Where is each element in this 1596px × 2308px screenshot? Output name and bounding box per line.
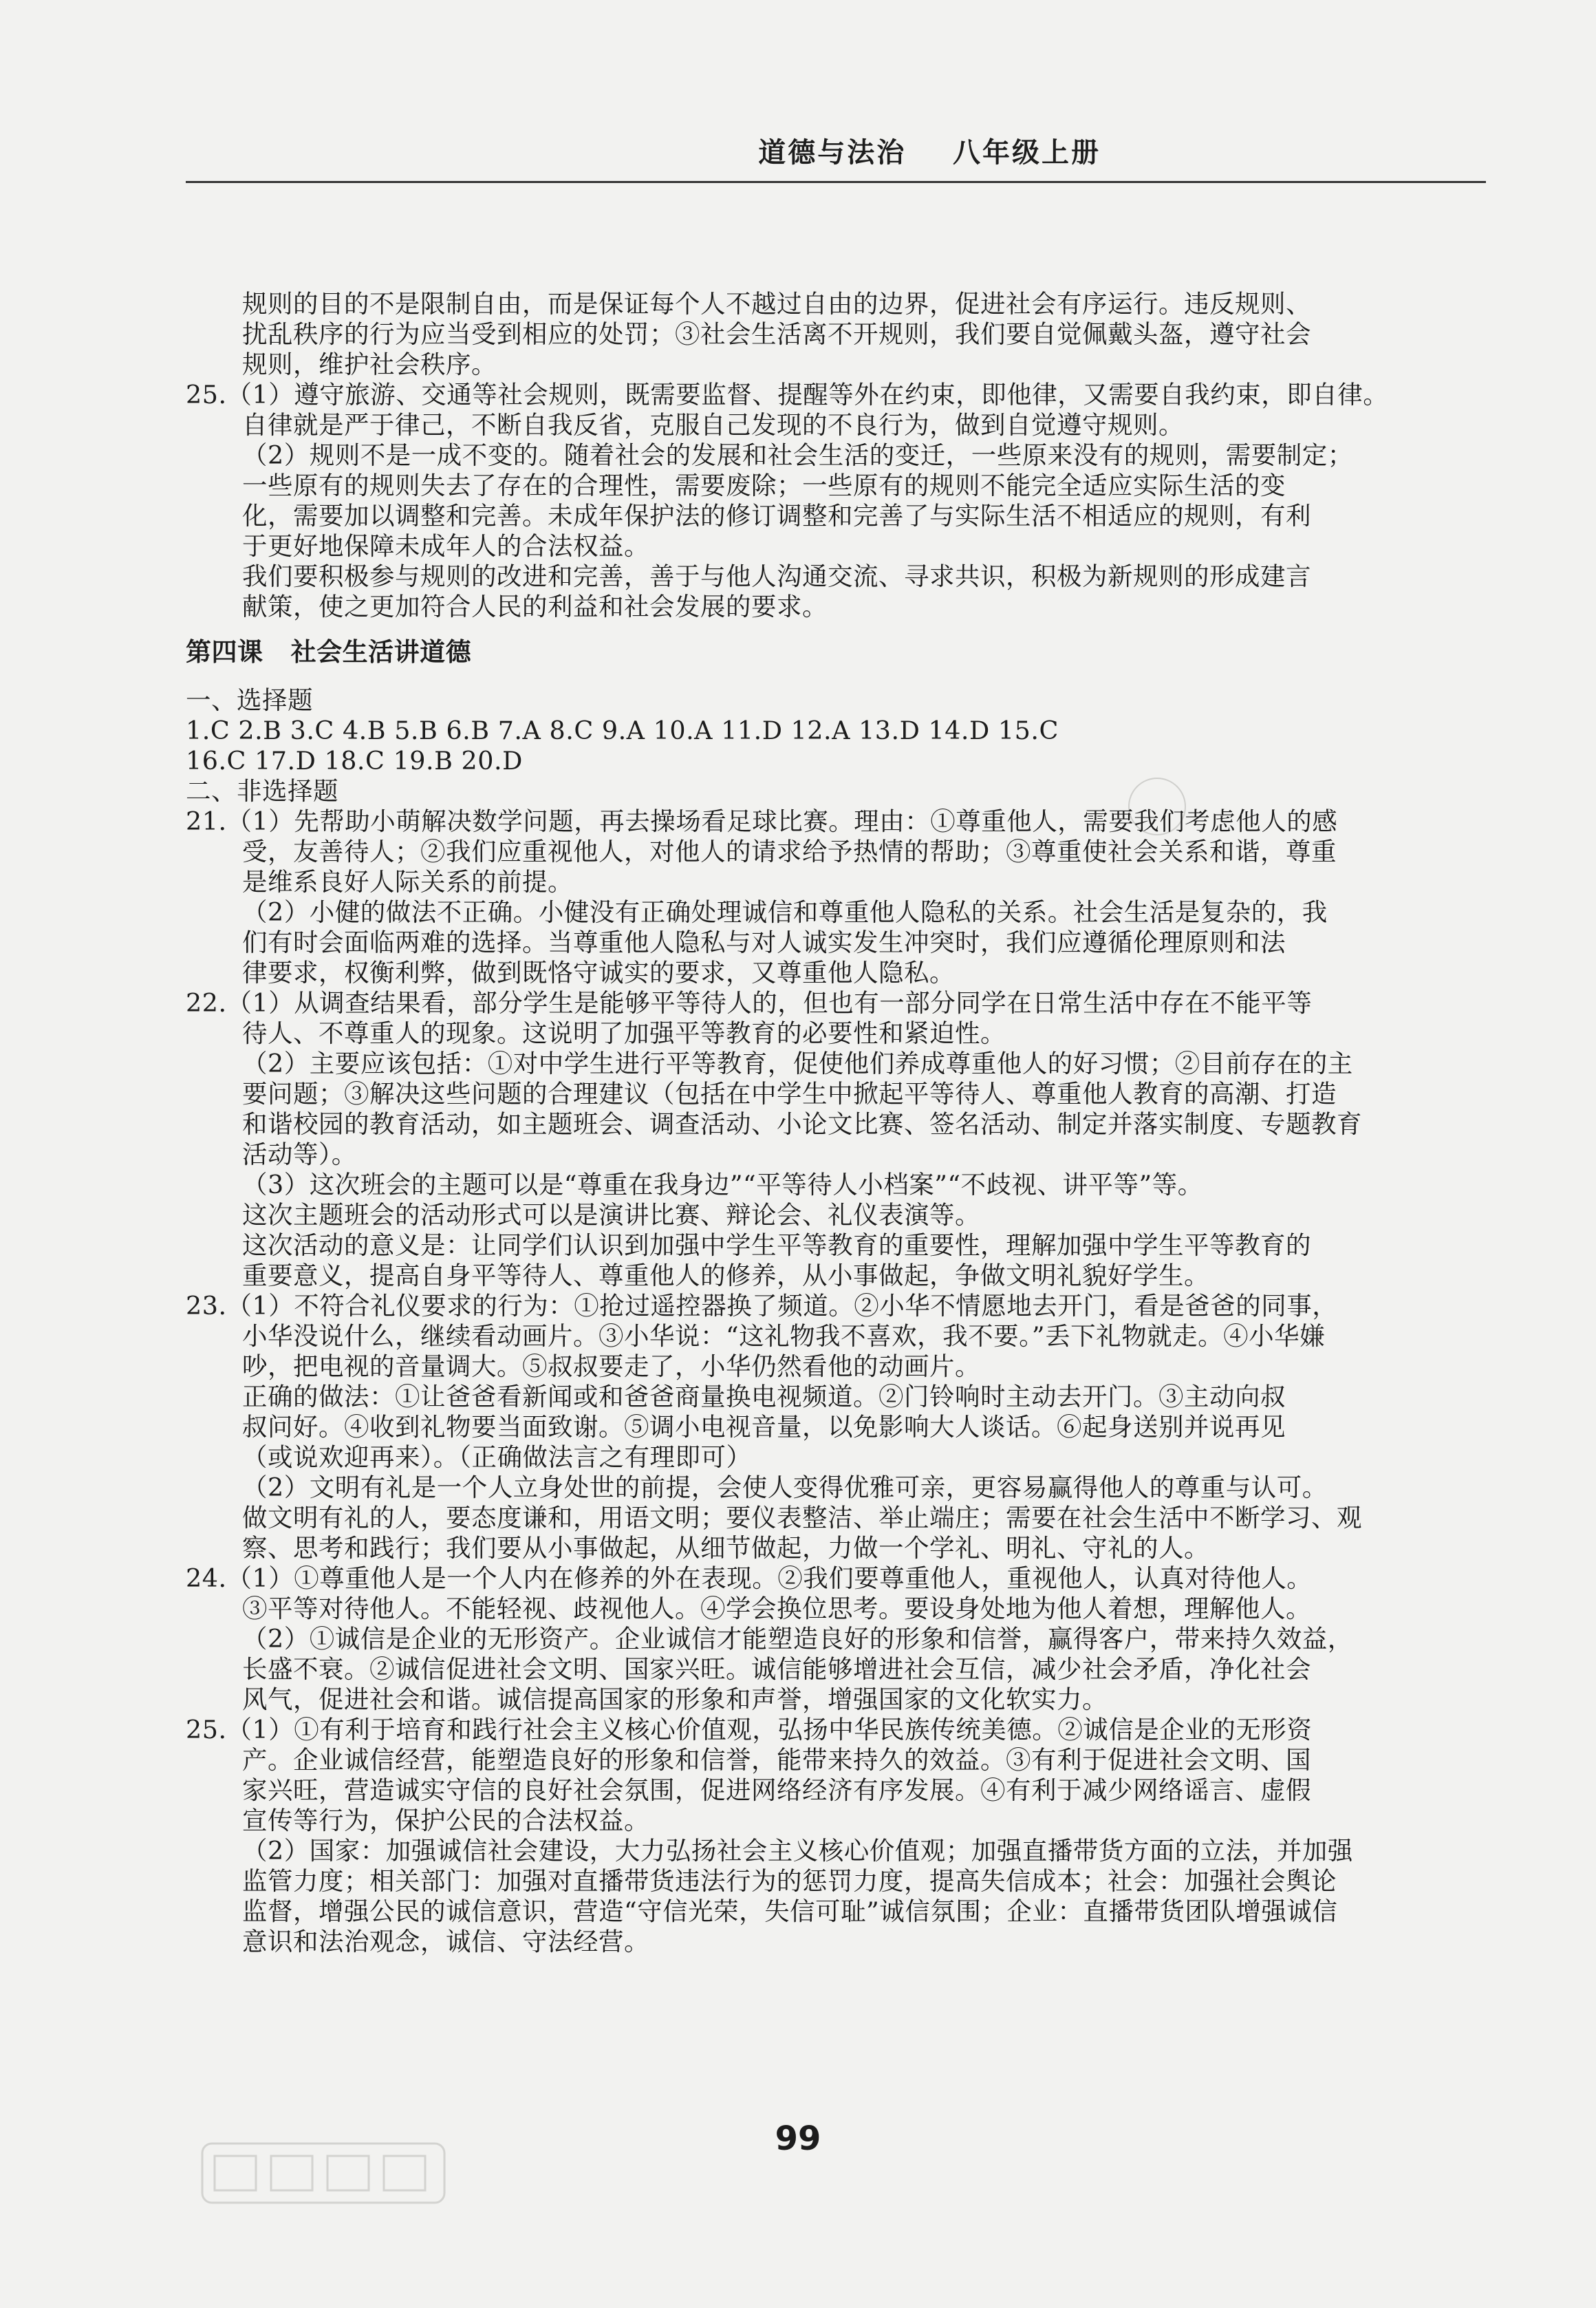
- text-line: 待人、不尊重人的现象。这说明了加强平等教育的必要性和紧迫性。: [242, 1018, 1006, 1048]
- page-number: 99: [775, 2119, 821, 2158]
- text-line: 一、选择题: [186, 685, 313, 715]
- text-line: 们有时会面临两难的选择。当尊重他人隐私与对人诚实发生冲突时，我们应遵循伦理原则和法: [242, 928, 1286, 957]
- text-line: ③平等对待他人。不能轻视、歧视他人。④学会换位思考。要设身处地为他人着想，理解他人。: [242, 1594, 1311, 1623]
- text-line: （2）小健的做法不正确。小健没有正确处理诚信和尊重他人隐私的关系。社会生活是复杂的，我: [242, 897, 1328, 927]
- text-line: 察、思考和践行；我们要从小事做起，从细节做起，力做一个学礼、明礼、守礼的人。: [242, 1533, 1209, 1563]
- text-line: 一些原有的规则失去了存在的合理性，需要废除；一些原有的规则不能完全适应实际生活的变: [242, 471, 1286, 500]
- text-line: （或说欢迎再来）。（正确做法言之有理即可）: [242, 1442, 752, 1472]
- section-4-answers: [186, 685, 1486, 1957]
- text-line: 监管力度；相关部门：加强对直播带货违法行为的惩罚力度，提高失信成本；社会：加强社会舆论: [242, 1866, 1337, 1896]
- text-line: 叔问好。④收到礼物要当面致谢。⑤调小电视音量，以免影响大人谈话。⑥起身送别并说再见: [242, 1412, 1286, 1442]
- text-line: 23.（1）不符合礼仪要求的行为：①抢过遥控器换了频道。②小华不情愿地去开门，看是爸爸的同事，: [186, 1291, 1338, 1321]
- text-line: （2）文明有礼是一个人立身处世的前提，会使人变得优雅可亲，更容易赢得他人的尊重与认可。: [242, 1473, 1328, 1502]
- text-line: （2）国家：加强诚信社会建设，大力弘扬社会主义核心价值观；加强直播带货方面的立法，并加强: [242, 1836, 1353, 1866]
- text-line: 小华没说什么，继续看动画片。③小华说：“这礼物我不喜欢，我不要。”丢下礼物就走。④小华嫌: [242, 1321, 1326, 1351]
- text-line: 1.C 2.B 3.C 4.B 5.B 6.B 7.A 8.C 9.A 10.A 11.D 12.A 13.D 14.D 15.C: [186, 716, 1059, 745]
- text-line: 家兴旺，营造诚实守信的良好社会氛围，促进网络经济有序发展。④有利于减少网络谣言、虚假: [242, 1775, 1311, 1805]
- text-line: （2）主要应该包括：①对中学生进行平等教育，促使他们养成尊重他人的好习惯；②目前存在的主: [242, 1049, 1353, 1078]
- text-line: 意识和法治观念，诚信、守法经营。: [242, 1927, 649, 1956]
- text-line: 规则的目的不是限制自由，而是保证每个人不越过自由的边界，促进社会有序运行。违反规则、: [242, 289, 1311, 319]
- text-line: 二、非选择题: [186, 776, 338, 806]
- text-line: 重要意义，提高自身平等待人、尊重他人的修养，从小事做起，争做文明礼貌好学生。: [242, 1261, 1209, 1290]
- document-body: [186, 289, 1486, 1957]
- text-line: 正确的做法：①让爸爸看新闻或和爸爸商量换电视频道。②门铃响时主动去开门。③主动向叔: [242, 1382, 1286, 1411]
- page-header: [186, 127, 1486, 186]
- text-line: 化，需要加以调整和完善。未成年保护法的修订调整和完善了与实际生活不相适应的规则，有利: [242, 501, 1311, 531]
- section-3-answers-continued: [186, 289, 1486, 622]
- text-line: （3）这次班会的主题可以是“尊重在我身边”“平等待人小档案”“不歧视、讲平等”等。: [242, 1170, 1203, 1199]
- text-line: 要问题；③解决这些问题的合理建议（包括在中学生中掀起平等待人、尊重他人教育的高潮、打造: [242, 1079, 1337, 1109]
- text-line: 律要求，权衡利弊，做到既恪守诚实的要求，又尊重他人隐私。: [242, 958, 955, 987]
- text-line: 献策，使之更加符合人民的利益和社会发展的要求。: [242, 592, 828, 621]
- text-line: 宣传等行为，保护公民的合法权益。: [242, 1806, 649, 1835]
- header-title: 道德与法治 八年级上册: [758, 137, 1101, 169]
- text-line: 这次主题班会的活动形式可以是演讲比赛、辩论会、礼仪表演等。: [242, 1200, 980, 1230]
- text-line: 是维系良好人际关系的前提。: [242, 867, 573, 897]
- text-line: 做文明有礼的人，要态度谦和，用语文明；要仪表整洁、举止端庄；需要在社会生活中不断学习、观: [242, 1503, 1362, 1532]
- text-line: 16.C 17.D 18.C 19.B 20.D: [186, 746, 523, 776]
- text-line: 产。企业诚信经营，能塑造良好的形象和信誉，能带来持久的效益。③有利于促进社会文明、国: [242, 1745, 1311, 1775]
- text-line: 吵，把电视的音量调大。⑤叔叔要走了，小华仍然看他的动画片。: [242, 1351, 980, 1381]
- text-line: 24.（1）①尊重他人是一个人内在修养的外在表现。②我们要尊重他人，重视他人，认真对待他人。: [186, 1563, 1313, 1593]
- text-line: 自律就是严于律己，不断自我反省，克服自己发现的不良行为，做到自觉遵守规则。: [242, 410, 1184, 440]
- text-line: 受，友善待人；②我们应重视他人，对他人的请求给予热情的帮助；③尊重使社会关系和谐，尊重: [242, 837, 1337, 866]
- text-line: 25.（1）遵守旅游、交通等社会规则，既需要监督、提醒等外在约束，即他律，又需要自我约束，即自律。: [186, 380, 1389, 409]
- text-line: 活动等）。: [242, 1140, 357, 1169]
- header-rule: [186, 181, 1486, 183]
- text-line: 长盛不衰。②诚信促进社会文明、国家兴旺。诚信能够增进社会互信，减少社会矛盾，净化社会: [242, 1654, 1311, 1684]
- watermark-logo: [200, 2130, 447, 2212]
- text-line: 22.（1）从调查结果看，部分学生是能够平等待人的，但也有一部分同学在日常生活中存在不能平等: [186, 988, 1313, 1018]
- text-line: 25.（1）①有利于培育和践行社会主义核心价值观，弘扬中华民族传统美德。②诚信是企业的无形资: [186, 1715, 1313, 1744]
- section-heading-lesson-4: 第四课 社会生活讲道德: [186, 637, 472, 667]
- text-line: 规则，维护社会秩序。: [242, 350, 497, 379]
- text-line: 我们要积极参与规则的改进和完善，善于与他人沟通交流、寻求共识，积极为新规则的形成建言: [242, 562, 1311, 591]
- text-line: 监督，增强公民的诚信意识，营造“守信光荣，失信可耻”诚信氛围；企业：直播带货团队增强诚信: [242, 1896, 1338, 1926]
- text-line: （2）①诚信是企业的无形资产。企业诚信才能塑造良好的形象和信誉，赢得客户，带来持久效益，: [242, 1624, 1353, 1654]
- text-line: 风气，促进社会和谐。诚信提高国家的形象和声誉，增强国家的文化软实力。: [242, 1685, 1108, 1714]
- text-line: 这次活动的意义是：让同学们认识到加强中学生平等教育的重要性，理解加强中学生平等教育的: [242, 1230, 1311, 1260]
- text-line: 于更好地保障未成年人的合法权益。: [242, 531, 649, 561]
- text-line: 21.（1）先帮助小萌解决数学问题，再去操场看足球比赛。理由：①尊重他人，需要我们考虑他人的感: [186, 806, 1338, 836]
- text-line: 和谐校园的教育活动，如主题班会、调查活动、小论文比赛、签名活动、制定并落实制度、专题教育: [242, 1109, 1362, 1139]
- text-line: （2）规则不是一成不变的。随着社会的发展和社会生活的变迁，一些原来没有的规则，需要制定；: [242, 440, 1353, 470]
- text-line: 扰乱秩序的行为应当受到相应的处罚；③社会生活离不开规则，我们要自觉佩戴头盔，遵守社会: [242, 319, 1311, 349]
